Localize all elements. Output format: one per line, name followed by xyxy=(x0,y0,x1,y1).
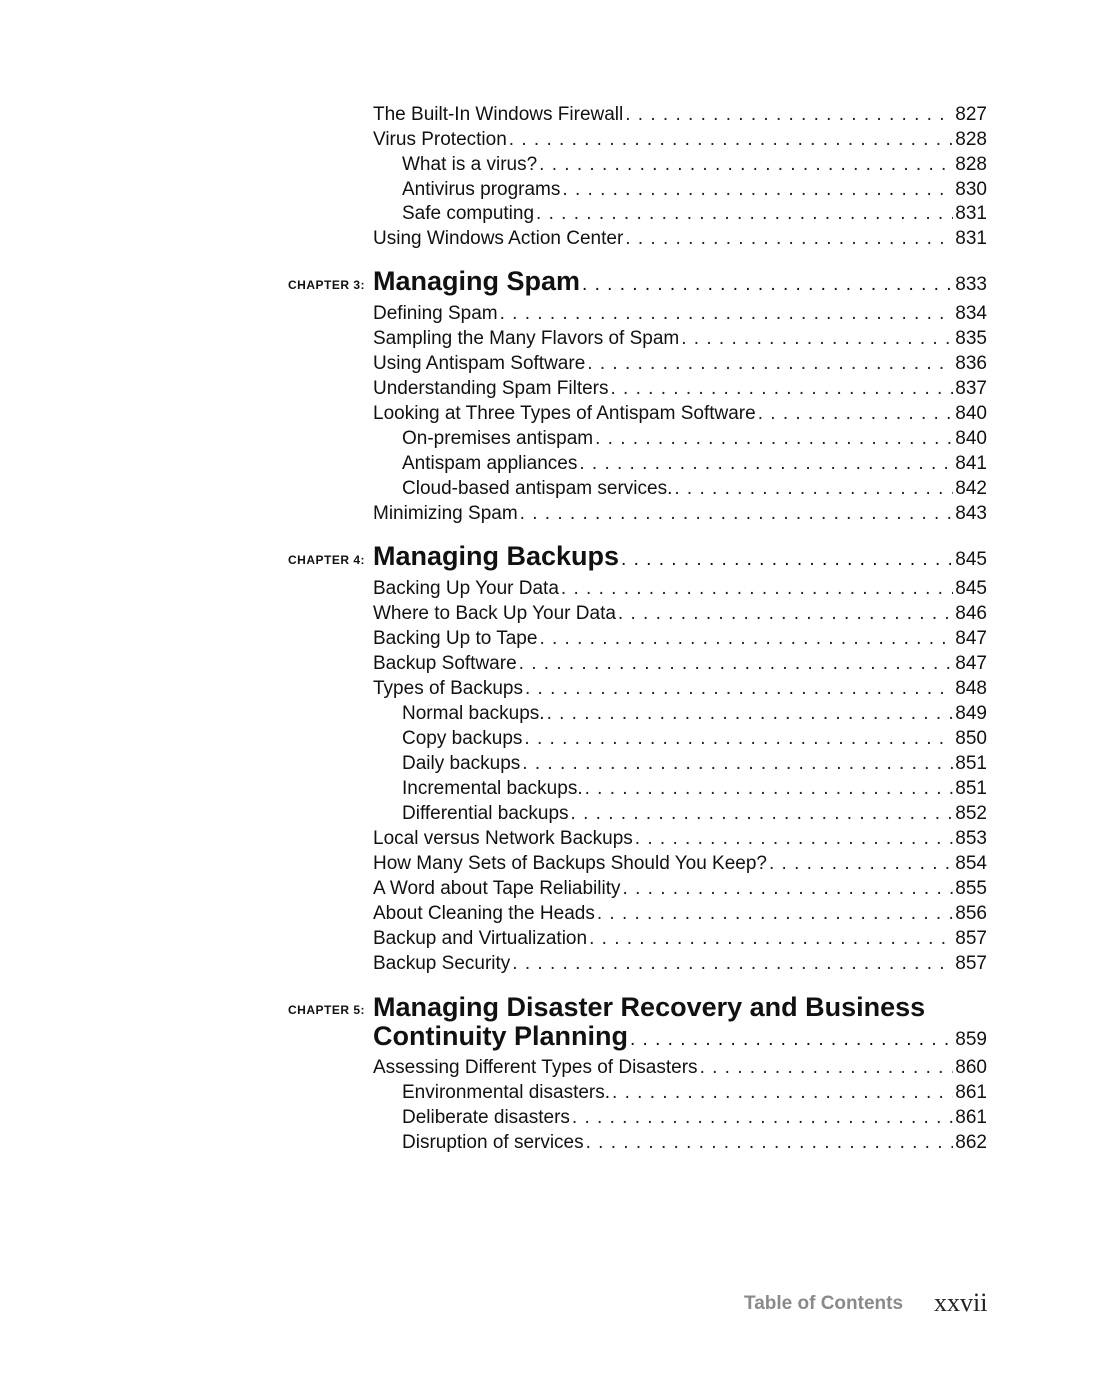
dot-leader xyxy=(589,926,953,951)
dot-leader xyxy=(519,651,954,676)
toc-entry-title: Understanding Spam Filters xyxy=(373,378,609,399)
dot-leader xyxy=(700,1055,954,1080)
dot-leader xyxy=(571,801,954,826)
toc-entry-title: Copy backups xyxy=(402,728,523,749)
toc-entry-page: 842 xyxy=(955,478,987,499)
dot-leader xyxy=(625,102,953,127)
toc-entry-page: 849 xyxy=(955,703,987,724)
dot-leader xyxy=(586,1130,954,1155)
toc-entry-page: 831 xyxy=(955,203,987,224)
toc-entry-page: 828 xyxy=(955,154,987,175)
toc-entry[interactable] xyxy=(373,851,987,876)
toc-entry[interactable] xyxy=(373,626,987,651)
chapter-title: Managing Spam xyxy=(373,266,581,296)
toc-entry-title: Using Antispam Software xyxy=(373,353,586,374)
toc-entry-title: Assessing Different Types of Disasters xyxy=(373,1057,698,1078)
toc-entry-page: 851 xyxy=(955,778,987,799)
dot-leader xyxy=(522,751,953,776)
toc-entry-page: 861 xyxy=(955,1082,987,1103)
toc-entry-page: 845 xyxy=(955,578,987,599)
toc-entry-title: Incremental backups. xyxy=(402,778,583,799)
toc-entry-page: 855 xyxy=(955,878,987,899)
dot-leader xyxy=(536,201,953,226)
toc-entry[interactable] xyxy=(373,326,987,351)
chapter-page: 845 xyxy=(955,549,987,570)
toc-subentry[interactable] xyxy=(402,801,987,826)
toc-entry-page: 840 xyxy=(955,428,987,449)
toc-entry-page: 834 xyxy=(955,303,987,324)
toc-entry[interactable] xyxy=(373,926,987,951)
toc-entry[interactable] xyxy=(373,401,987,426)
dot-leader xyxy=(618,601,953,626)
toc-entry-page: 853 xyxy=(955,828,987,849)
toc-subentry[interactable] xyxy=(402,426,987,451)
footer-section-label: Table of Contents xyxy=(744,1293,904,1314)
toc-entry-page: 852 xyxy=(955,803,987,824)
dot-leader xyxy=(595,426,953,451)
toc-entry-page: 843 xyxy=(955,503,987,524)
toc-entry-page: 836 xyxy=(955,353,987,374)
toc-entry-title: Minimizing Spam xyxy=(373,503,518,524)
dot-leader xyxy=(582,274,953,296)
dot-leader xyxy=(758,401,954,426)
dot-leader xyxy=(525,676,953,701)
toc-entry-title: Sampling the Many Flavors of Spam xyxy=(373,328,680,349)
toc-entry-page: 835 xyxy=(955,328,987,349)
dot-leader xyxy=(630,1029,953,1051)
dot-leader xyxy=(539,626,953,651)
toc-subentry[interactable] xyxy=(402,476,987,501)
toc-entry-page: 850 xyxy=(955,728,987,749)
toc-entry-page: 847 xyxy=(955,653,987,674)
dot-leader xyxy=(625,226,953,251)
toc-entry[interactable] xyxy=(373,351,987,376)
toc-entry-title: Backup and Virtualization xyxy=(373,928,588,949)
toc-subentry[interactable] xyxy=(402,201,987,226)
dot-leader xyxy=(769,851,953,876)
toc-entry[interactable] xyxy=(373,951,987,976)
chapter-title: Continuity Planning xyxy=(373,1021,628,1051)
toc-entry[interactable] xyxy=(373,826,987,851)
toc-entry[interactable] xyxy=(373,127,987,152)
chapter-title: Managing Backups xyxy=(373,541,620,571)
dot-leader xyxy=(524,726,953,751)
footer-page-number: xxvii xyxy=(934,1288,988,1317)
toc-entry-title: Backing Up to Tape xyxy=(373,628,538,649)
dot-leader xyxy=(579,451,953,476)
toc-entry[interactable] xyxy=(373,301,987,326)
dot-leader xyxy=(562,177,953,202)
toc-entry-page: 847 xyxy=(955,628,987,649)
toc-entry-title: Deliberate disasters xyxy=(402,1107,570,1128)
toc-entry-title: Cloud-based antispam services. xyxy=(402,478,673,499)
toc-entry-page: 840 xyxy=(955,403,987,424)
dot-leader xyxy=(681,326,953,351)
toc-entry-page: 851 xyxy=(955,753,987,774)
dot-leader xyxy=(587,351,953,376)
toc-entry-title: Backup Software xyxy=(373,653,517,674)
toc-entry[interactable] xyxy=(373,676,987,701)
toc-entry-title: What is a virus? xyxy=(402,154,538,175)
toc-entry-title: Daily backups xyxy=(402,753,521,774)
toc-entry-title: Safe computing xyxy=(402,203,535,224)
dot-leader xyxy=(674,476,953,501)
chapter-label: CHAPTER 4: xyxy=(288,553,366,567)
chapter-label: CHAPTER 5: xyxy=(288,1003,366,1017)
toc-entry[interactable] xyxy=(373,102,987,127)
toc-entry-page: 861 xyxy=(955,1107,987,1128)
dot-leader xyxy=(512,951,953,976)
toc-entry[interactable] xyxy=(373,876,987,901)
toc-subentry[interactable] xyxy=(402,451,987,476)
toc-subentry[interactable] xyxy=(402,726,987,751)
toc-entry[interactable] xyxy=(373,601,987,626)
toc-subentry[interactable] xyxy=(402,1130,987,1155)
dot-leader xyxy=(585,776,954,801)
toc-entry-title: Antispam appliances xyxy=(402,453,578,474)
toc-entry[interactable] xyxy=(373,1055,987,1080)
dot-leader xyxy=(539,152,953,177)
chapter-page: 859 xyxy=(955,1029,987,1050)
toc-entry-page: 846 xyxy=(955,603,987,624)
dot-leader xyxy=(635,826,954,851)
dot-leader xyxy=(597,901,953,926)
toc-entry-page: 860 xyxy=(955,1057,987,1078)
toc-entry-title: Differential backups xyxy=(402,803,569,824)
dot-leader xyxy=(509,127,954,152)
dot-leader xyxy=(623,876,954,901)
toc-entry-page: 854 xyxy=(955,853,987,874)
toc-entry-title: How Many Sets of Backups Should You Keep? xyxy=(373,853,767,874)
dot-leader xyxy=(520,501,954,526)
toc-entry-page: 848 xyxy=(955,678,987,699)
chapter-title-line1[interactable]: Managing Disaster Recovery and Business xyxy=(373,992,926,1022)
toc-entry-page: 862 xyxy=(955,1132,987,1153)
toc-entry-title: On-premises antispam xyxy=(402,428,594,449)
toc-subentry[interactable] xyxy=(402,701,987,726)
toc-entry-title: Normal backups. xyxy=(402,703,545,724)
dot-leader xyxy=(611,376,954,401)
toc-entry[interactable] xyxy=(373,226,987,251)
toc-entry-page: 857 xyxy=(955,928,987,949)
toc-entry-title: Environmental disasters. xyxy=(402,1082,611,1103)
toc-subentry[interactable] xyxy=(402,776,987,801)
toc-entry-title: A Word about Tape Reliability xyxy=(373,878,621,899)
chapter-label: CHAPTER 3: xyxy=(288,278,366,292)
toc-subentry[interactable] xyxy=(402,177,987,202)
chapter-heading[interactable] xyxy=(373,1021,987,1053)
toc-entry-page: 830 xyxy=(955,179,987,200)
toc-entry-page: 857 xyxy=(955,953,987,974)
dot-leader xyxy=(572,1105,953,1130)
dot-leader xyxy=(612,1080,953,1105)
toc-entry-title: About Cleaning the Heads xyxy=(373,903,595,924)
toc-entry-page: 841 xyxy=(955,453,987,474)
toc-entry[interactable] xyxy=(373,651,987,676)
dot-leader xyxy=(547,701,954,726)
toc-entry-title: Disruption of services xyxy=(402,1132,584,1153)
chapter-page: 833 xyxy=(955,274,987,295)
toc-entry[interactable] xyxy=(373,501,987,526)
toc-entry[interactable] xyxy=(373,576,987,601)
toc-entry-title: Looking at Three Types of Antispam Software xyxy=(373,403,756,424)
toc-subentry[interactable] xyxy=(402,152,987,177)
toc-entry-title: Where to Back Up Your Data xyxy=(373,603,616,624)
toc-entry-page: 837 xyxy=(955,378,987,399)
toc-entry-page: 831 xyxy=(955,228,987,249)
toc-entry-title: Antivirus programs xyxy=(402,179,561,200)
toc-subentry[interactable] xyxy=(402,751,987,776)
chapter-heading[interactable] xyxy=(373,266,987,298)
toc-entry-page: 828 xyxy=(955,129,987,150)
toc-entry-title: Local versus Network Backups xyxy=(373,828,633,849)
toc-entry-page: 827 xyxy=(955,104,987,125)
toc-entry-title: Using Windows Action Center xyxy=(373,228,624,249)
toc-entry-title: Defining Spam xyxy=(373,303,498,324)
toc-entry-title: Backing Up Your Data xyxy=(373,578,559,599)
dot-leader xyxy=(561,576,953,601)
toc-entry-title: The Built-In Windows Firewall xyxy=(373,104,624,125)
toc-entry-title: Backup Security xyxy=(373,953,511,974)
toc-entry-title: Types of Backups xyxy=(373,678,523,699)
chapter-heading[interactable] xyxy=(373,541,987,573)
toc-entry-page: 856 xyxy=(955,903,987,924)
toc-entry[interactable] xyxy=(373,376,987,401)
toc-subentry[interactable] xyxy=(402,1105,987,1130)
toc-subentry[interactable] xyxy=(402,1080,987,1105)
dot-leader xyxy=(500,301,954,326)
dot-leader xyxy=(621,549,953,571)
toc-entry[interactable] xyxy=(373,901,987,926)
toc-entry-title: Virus Protection xyxy=(373,129,507,150)
